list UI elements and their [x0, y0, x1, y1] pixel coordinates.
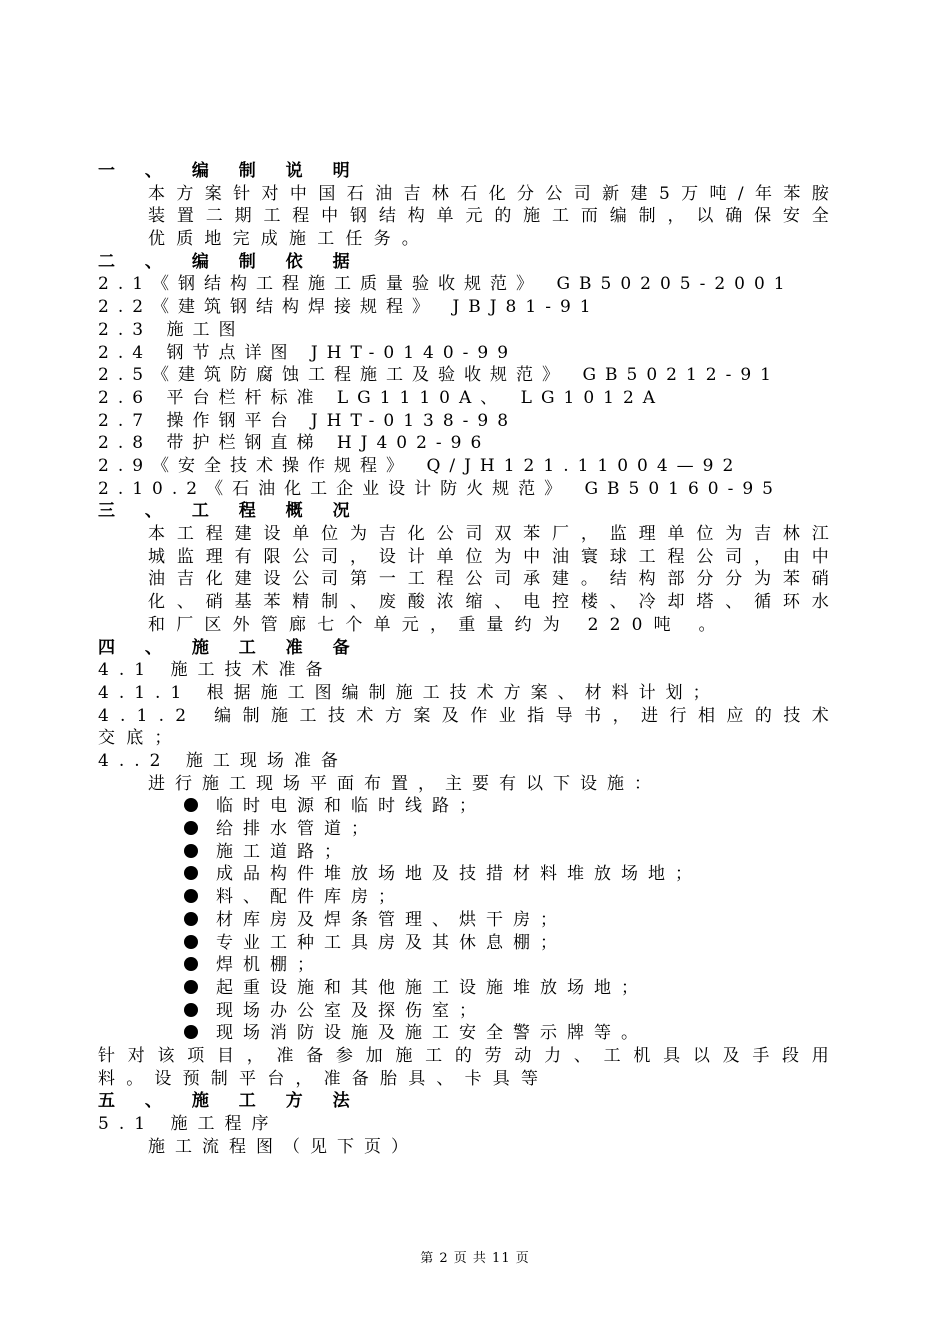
list-item: 施工道路； — [98, 841, 840, 864]
reference-item: 2.10.2《石油化工企业设计防火规范》 GB50160-95 — [98, 478, 783, 499]
list-item: 成品构件堆放场地及技措材料堆放场地； — [98, 863, 840, 886]
bullet-icon — [184, 1025, 198, 1039]
list-item: 专业工种工具房及其休息棚； — [98, 932, 840, 955]
section-2-title: 二 、 编 制 依 据 — [98, 251, 362, 272]
reference-item: 2.8 带护栏钢直梯 HJ402-96 — [98, 433, 491, 454]
subsection-4-1: 4.1 施工技术准备 — [98, 660, 333, 681]
reference-item: 2.3 施工图 — [98, 319, 245, 340]
section-1-body — [98, 183, 840, 251]
reference-item: 2.6 平台栏杆标准 LG1110A、 LG1012A — [98, 387, 665, 408]
list-item: 材库房及焊条管理、烘干房； — [98, 909, 840, 932]
section-3-title: 三 、 工 程 概 况 — [98, 501, 362, 522]
section-1-title: 一 、 编 制 说 明 — [98, 161, 362, 181]
list-item: 料、配件库房； — [98, 886, 840, 909]
reference-item: 2.7 操作钢平台 JHT-0138-98 — [98, 410, 518, 431]
bullet-icon — [184, 821, 198, 835]
site-prep-closing-text: 针对该项目，准备参加施工的劳动力、工机具以及手段用料。设预制平台，准备胎具、卡具等 — [98, 1045, 840, 1089]
site-prep-intro: 进行施工现场平面布置，主要有以下设施： — [148, 773, 661, 794]
flowchart-reference: 施工流程图（见下页） — [148, 1136, 418, 1157]
reference-item: 2.1《钢结构工程施工质量验收规范》 GB50205-2001 — [98, 274, 794, 295]
subsection-4-2: 4..2 施工现场准备 — [98, 751, 348, 772]
section-3-body — [98, 523, 840, 637]
list-item: 焊机棚； — [98, 954, 840, 977]
subsection-4-1-1: 4.1.1 根据施工图编制施工技术方案、材料计划； — [98, 682, 720, 703]
subsection-4-1-2 — [98, 705, 840, 750]
bullet-icon — [184, 844, 198, 858]
list-item: 起重设施和其他施工设施堆放场地； — [98, 977, 840, 1000]
bullet-icon — [184, 798, 198, 812]
document-page — [98, 160, 840, 1158]
section-3-text: 本工程建设单位为吉化公司双苯厂，监理单位为吉林江城监理有限公司，设计单位为中油寰球工程公司，由中油吉化建设公司第一工程公司承建。结构部分分为苯硝化、硝基苯精制、废酸浓缩、电控楼、冷却塔、循环水和厂区外管廊七个单元，重量约为 220吨 。 — [148, 524, 840, 635]
list-item: 现场办公室及探伤室； — [98, 1000, 840, 1023]
subsection-4-1-2-text: 4.1.2 编制施工技术方案及作业指导书，进行相应的技术交底； — [98, 705, 840, 749]
reference-item: 2.4 钢节点详图 JHT-0140-99 — [98, 342, 518, 363]
bullet-icon — [184, 889, 198, 903]
bullet-icon — [184, 957, 198, 971]
section-5-title: 五 、 施 工 方 法 — [98, 1091, 362, 1112]
section-4-title: 四 、 施 工 准 备 — [98, 637, 362, 658]
subsection-5-1: 5.1 施工程序 — [98, 1114, 279, 1135]
list-item: 现场消防设施及施工安全警示牌等。 — [98, 1022, 840, 1045]
page-footer: 第 2 页 共 11 页 — [420, 1251, 530, 1266]
bullet-icon — [184, 912, 198, 926]
reference-item: 2.5《建筑防腐蚀工程施工及验收规范》 GB50212-91 — [98, 365, 780, 386]
bullet-icon — [184, 1003, 198, 1017]
section-1-text: 本方案针对中国石油吉林石化分公司新建5万吨/年苯胺装置二期工程中钢结构单元的施工而编制，以确保安全优质地完成施工任务。 — [148, 183, 840, 250]
bullet-icon — [184, 980, 198, 994]
site-prep-closing — [98, 1045, 840, 1090]
list-item: 临时电源和临时线路； — [98, 795, 840, 818]
bullet-icon — [184, 935, 198, 949]
reference-item: 2.9《安全技术操作规程》 Q/JH121.11004—92 — [98, 455, 743, 476]
reference-item: 2.2《建筑钢结构焊接规程》 JBJ81-91 — [98, 297, 600, 318]
bullet-icon — [184, 866, 198, 880]
list-item: 给排水管道； — [98, 818, 840, 841]
